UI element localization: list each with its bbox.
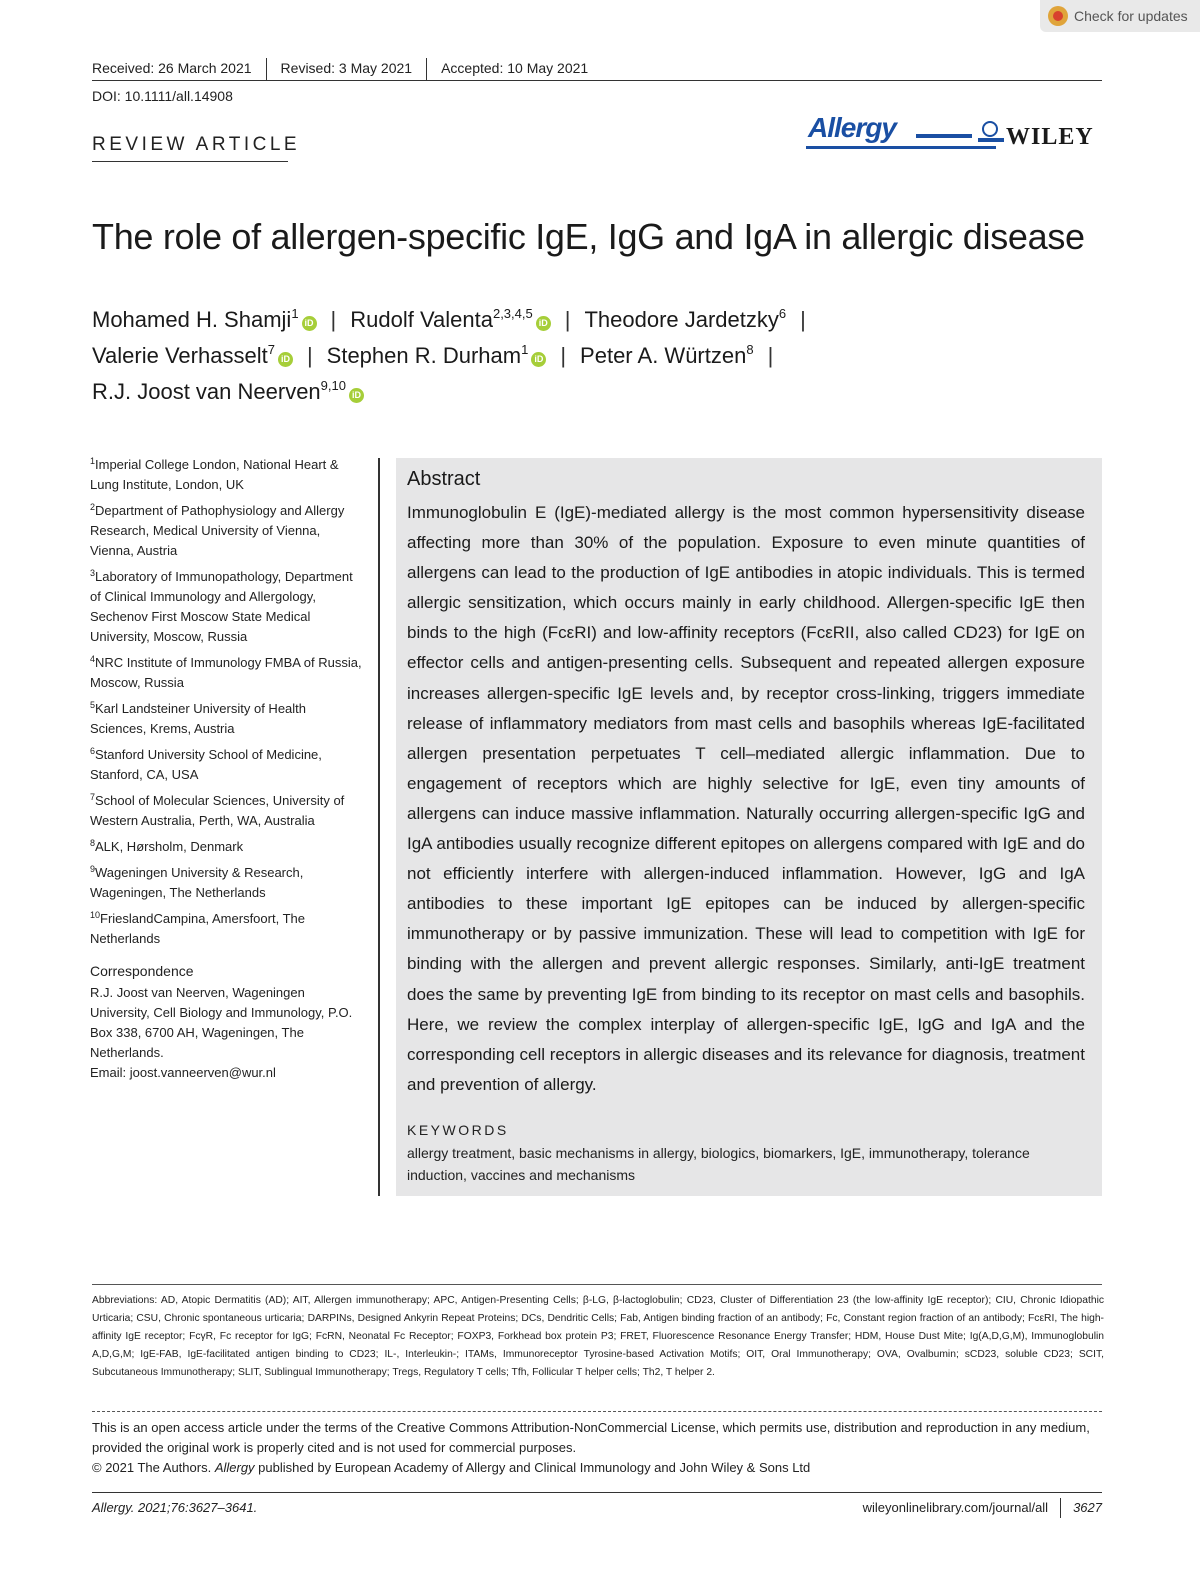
revised-date: Revised: 3 May 2021 xyxy=(281,58,428,80)
page-number: 3627 xyxy=(1073,1500,1102,1515)
affiliation: $^{10}$FrieslandCampina, Amersfoort, The Netherlands xyxy=(90,910,305,946)
keywords-text: allergy treatment, basic mechanisms in allergy, biologics, biomarkers, IgE, immunotherapy, tolerance induction, vaccines and mechanisms xyxy=(407,1145,1030,1183)
orcid-icon[interactable]: iD xyxy=(302,316,317,331)
correspondence-body xyxy=(90,983,365,1083)
check-updates-icon xyxy=(1048,6,1068,26)
affiliation: $^5$Karl Landsteiner University of Health Sciences, Krems, Austria xyxy=(90,700,307,736)
column-divider xyxy=(378,458,380,1196)
citation: Allergy. 2021;76:3627–3641. xyxy=(92,1500,258,1515)
article-type: REVIEW ARTICLE xyxy=(92,134,301,155)
orcid-icon[interactable]: iD xyxy=(536,316,551,331)
author-list: Mohamed H. Shamji$^1$iD | Rudolf Valenta$^{2,3,4,5}$iD | Theodore Jardetzky$^6$ | Valerie Verhasselt$^7$iD | Stephen R. Durham$^1$iD | Peter A. Würtzen$^8$ | R.J. Joost van Neerven$^{9,10}$iD xyxy=(92,306,806,404)
affiliations xyxy=(90,455,365,1083)
affiliation: $^7$School of Molecular Sciences, University of Western Australia, Perth, WA, Australia xyxy=(90,792,345,828)
abstract-box xyxy=(396,458,1102,1196)
abstract-heading: Abstract xyxy=(407,468,481,490)
eaaci-logo-icon xyxy=(916,120,1006,146)
orcid-icon[interactable]: iD xyxy=(278,352,293,367)
correspondence-address: R.J. Joost van Neerven, Wageningen University, Cell Biology and Immunology, P.O. Box 338, 6700 AH, Wageningen, The Netherlands. xyxy=(90,985,353,1060)
received-date: Received: 26 March 2021 xyxy=(92,58,267,80)
keywords-heading: KEYWORDS xyxy=(407,1122,509,1138)
affiliation: $^1$Imperial College London, National Heart & Lung Institute, London, UK xyxy=(90,456,339,492)
check-updates-label: Check for updates xyxy=(1074,8,1188,24)
author[interactable]: Stephen R. Durham$^1$iD xyxy=(327,343,547,368)
author[interactable]: Peter A. Würtzen$^8$ xyxy=(580,342,754,368)
accepted-date: Accepted: 10 May 2021 xyxy=(441,60,589,76)
author[interactable]: Theodore Jardetzky$^6$ xyxy=(584,306,787,332)
article-type-underline xyxy=(92,161,288,162)
affiliation: $^2$Department of Pathophysiology and Allergy Research, Medical University of Vienna, Vienna, Austria xyxy=(90,502,345,558)
correspondence-email[interactable]: Email: joost.vanneerven@wur.nl xyxy=(90,1065,276,1080)
article-title: The role of allergen-specific IgE, IgG and IgA in allergic disease xyxy=(92,216,1085,257)
footer-divider xyxy=(92,1492,1102,1493)
author[interactable]: Mohamed H. Shamji$^1$iD xyxy=(92,307,317,332)
author[interactable]: Valerie Verhasselt$^7$iD xyxy=(92,343,293,368)
check-for-updates-button[interactable] xyxy=(1040,0,1200,32)
orcid-icon[interactable]: iD xyxy=(349,388,364,403)
author[interactable]: Rudolf Valenta$^{2,3,4,5}$iD xyxy=(350,307,550,332)
abbreviations: Abbreviations: AD, Atopic Dermatitis (AD); AIT, Allergen immunotherapy; APC, Antigen-Presenting Cells; β-LG, β-lactoglobulin; CD23, Cluster of Differentiation 23 (the low-affinity IgE receptor); CIU, Chronic Idiopathic Urticaria; CSU, Chronic spontaneous urticaria; DARPINs, Designed Ankyrin Repeat Proteins; DCs, Dendritic Cells; Fab, Antigen binding fraction of an antibody; Fc, Constant region fraction of an antibody; FcεRI, The high-affinity IgE receptor; FcγR, Fc receptor for IgG; FcRN, Neonatal Fc Receptor; FOXP3, Forkhead box protein P3; FRET, Fluorescence Resonance Energy Transfer; HDM, House Dust Mite; Ig(A,D,G,M), Immunoglobulin A,D,G,M; IgE-FAB, IgE-facilitated antigen binding to CD23; IL-, Interleukin-; ITAMs, Immunoreceptor Tyrosine-based Activation Motifs; OIT, Oral Immunotherapy; OVA, Ovalbumin; sCD23, soluble CD23; SCIT, Subcutaneous Immunotherapy; SLIT, Sublingual Immunotherapy; Tregs, Regulatory T cells; Tfh, Follicular T helper cells; Th2, T helper 2. xyxy=(92,1295,1104,1378)
affiliation: $^4$NRC Institute of Immunology FMBA of Russia, Moscow, Russia xyxy=(90,654,362,690)
publication-dates xyxy=(92,58,1102,80)
affiliation: $^9$Wageningen University & Research, Wageningen, The Netherlands xyxy=(90,864,304,900)
orcid-icon[interactable]: iD xyxy=(531,352,546,367)
affiliation: $^3$Laboratory of Immunopathology, Department of Clinical Immunology and Allergology, Sechenov First Moscow State Medical University, Moscow, Russia xyxy=(90,568,353,644)
doi[interactable]: DOI: 10.1111/all.14908 xyxy=(92,88,233,104)
affiliation: $^6$Stanford University School of Medicine, Stanford, CA, USA xyxy=(90,746,322,782)
allergy-logo: Allergy xyxy=(808,112,896,143)
copyright: © 2021 The Authors. Allergy published by European Academy of Allergy and Clinical Immunology and John Wiley & Sons Ltd xyxy=(92,1460,811,1475)
journal-logo xyxy=(806,110,1102,156)
license-text: This is an open access article under the terms of the Creative Commons Attribution-NonCommercial License, which permits use, distribution and reproduction in any medium, provided the original work is properly cited and is not used for commercial purposes. xyxy=(92,1420,1090,1455)
journal-site-link[interactable]: wileyonlinelibrary.com/journal/all xyxy=(863,1498,1061,1518)
footer-right xyxy=(863,1498,1102,1518)
affiliation: $^8$ALK, Hørsholm, Denmark xyxy=(90,838,244,854)
correspondence-heading: Correspondence xyxy=(90,963,194,979)
abstract-text: Immunoglobulin E (IgE)-mediated allergy is the most common hypersensitivity disease affecting more than 30% of the population. Exposure to even minute quantities of allergens can lead to the production of IgE antibodies in atopic individuals. This is termed allergic sensitization, which occurs mainly in early childhood. Allergen-specific IgE then binds to the high (FcεRI) and low-affinity receptors (FcεRII, also called CD23) for IgE on effector cells and antigen-presenting cells. Subsequent and repeated allergen exposure increases allergen-specific IgE levels and, by receptor cross-linking, triggers immediate release of inflammatory mediators from mast cells and basophils whereas IgE-facilitated allergen presentation perpetuates T cell–mediated allergic inflammation. Due to engagement of receptors which are highly selective for IgE, even tiny amounts of allergens can induce massive inflammation. Naturally occurring allergen-specific IgG and IgA antibodies usually recognize different epitopes on allergens compared with IgE and do not efficiently interfere with allergen-induced inflammation. However, IgG and IgA antibodies to these important IgE epitopes can be induced by allergen-specific immunotherapy or by passive immunization. These will lead to competition with IgE for binding with the allergen and prevent allergic responses. Similarly, anti-IgE treatment does the same by preventing IgE from binding to its receptor on mast cells and basophils. Here, we review the complex interplay of allergen-specific IgE, IgG and IgA and the corresponding cell receptors in allergic diseases and its relevance for diagnosis, treatment and prevention of allergy. xyxy=(407,503,1085,1094)
logo-underline xyxy=(806,146,996,149)
abbreviations-divider xyxy=(92,1284,1102,1285)
license-divider xyxy=(92,1411,1102,1412)
wiley-logo: WILEY xyxy=(1006,124,1094,150)
header-divider xyxy=(92,80,1102,81)
author[interactable]: R.J. Joost van Neerven$^{9,10}$iD xyxy=(92,379,364,404)
